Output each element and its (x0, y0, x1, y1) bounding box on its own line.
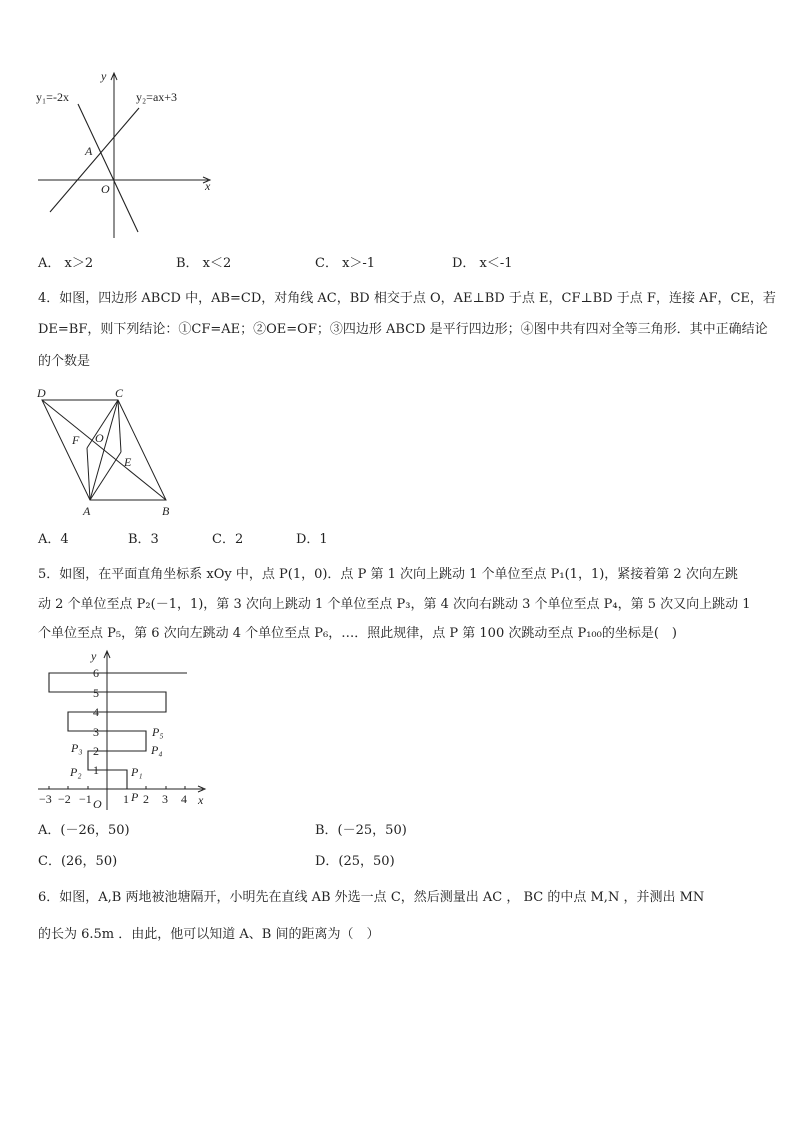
q5-x-tick-neg1: −1 (79, 792, 92, 806)
q4-option-d: D．1 (296, 532, 328, 547)
q5-axis-y-label: y (91, 649, 97, 663)
q5-y-tick-4: 4 (93, 705, 99, 719)
q3-axis-y-label: y (101, 69, 107, 83)
q3-point-a: A (85, 144, 93, 158)
q4-label-b: B (162, 504, 170, 518)
q5-point-p5: P₅ (152, 725, 164, 739)
q6-text-line2: 的长为 6.5m ．由此，他可以知道 A、B 间的距离为（ ） (38, 927, 380, 942)
q4-diagonal-bd (42, 400, 166, 500)
q4-label-a: A (83, 504, 91, 518)
q5-x-tick-4: 4 (181, 792, 187, 806)
q4-label-o: O (95, 431, 104, 445)
q4-label-d: D (37, 386, 46, 400)
q5-x-tick-2: 2 (143, 792, 149, 806)
q5-point-p3: P₃ (71, 741, 83, 755)
q5-y-tick-3: 3 (93, 725, 99, 739)
q3-line-y2 (50, 108, 139, 212)
q5-point-p1: P₁ (131, 765, 143, 779)
q3-option-d: D． x＜-1 (452, 256, 513, 271)
q4-figure (34, 380, 184, 520)
q3-option-b: B． x＜2 (176, 256, 232, 271)
q5-axis-x-label: x (198, 793, 204, 807)
q3-label-y1: y₁=-2x (36, 90, 69, 104)
q3-option-c: C． x＞-1 (315, 256, 376, 271)
q3-option-a: A． x＞2 (38, 256, 94, 271)
q3-figure (30, 68, 230, 243)
q5-point-p4: P₄ (151, 743, 163, 757)
q4-label-c: C (115, 386, 124, 400)
q4-option-a: A．4 (38, 532, 69, 547)
q3-axis-x-label: x (205, 179, 211, 193)
q5-x-tick-3: 3 (162, 792, 168, 806)
q4-label-e: E (124, 455, 132, 469)
q3-origin: O (101, 182, 110, 196)
q4-option-b: B．3 (128, 532, 159, 547)
q5-y-tick-1: 1 (93, 763, 99, 777)
q4-segment-ae (90, 452, 121, 500)
q5-y-tick-5: 5 (93, 686, 99, 700)
q4-segment-af (87, 448, 90, 500)
q5-text-line1: 5．如图，在平面直角坐标系 xOy 中，点 P(1，0)．点 P 第 1 次向上跳动 1 个单位至点 P₁(1，1)，紧接着第 2 次向左跳 (38, 567, 738, 582)
q4-segment-ce (118, 400, 121, 452)
q5-text-line2: 动 2 个单位至点 P₂(－1，1)，第 3 次向上跳动 1 个单位至点 P₃，第 4 次向右跳动 3 个单位至点 P₄，第 5 次又向上跳动 1 (38, 597, 751, 612)
q5-point-p: P (131, 790, 139, 804)
q5-figure (34, 645, 214, 815)
q5-point-p2: P₂ (70, 765, 82, 779)
q5-option-a: A．(－26，50) (38, 823, 130, 838)
q5-x-tick-neg3: −3 (39, 792, 52, 806)
q4-text-line3: 的个数是 (38, 354, 91, 369)
q5-y-tick-6: 6 (93, 666, 99, 680)
q3-label-y2: y₂=ax+3 (136, 90, 178, 104)
q6-text-line1: 6．如图，A,B 两地被池塘隔开，小明先在直线 AB 外选一点 C，然后测量出 AC ， BC 的中点 M,N ，并测出 MN (38, 890, 705, 905)
q5-y-tick-2: 2 (93, 744, 99, 758)
q5-x-tick-neg2: −2 (58, 792, 71, 806)
q5-text-line3: 个单位至点 P₅，第 6 次向左跳动 4 个单位至点 P₆，…．照此规律，点 P 第 100 次跳动至点 P₁₀₀的坐标是( ) (38, 626, 677, 641)
q5-option-b: B．(－25，50) (315, 823, 407, 838)
q5-x-tick-1: 1 (123, 792, 129, 806)
q4-text-line1: 4．如图，四边形 ABCD 中，AB=CD，对角线 AC，BD 相交于点 O，AE⊥BD 于点 E，CF⊥BD 于点 F，连接 AF，CE，若 (38, 291, 776, 306)
q5-option-c: C．(26，50) (38, 854, 118, 869)
q4-text-line2: DE=BF，则下列结论：①CF=AE；②OE=OF；③四边形 ABCD 是平行四边形；④图中共有四对全等三角形．其中正确结论 (38, 322, 768, 337)
q5-option-d: D．(25，50) (315, 854, 395, 869)
q5-origin: O (93, 797, 102, 811)
q4-option-c: C．2 (212, 532, 244, 547)
q4-label-f: F (72, 433, 80, 447)
